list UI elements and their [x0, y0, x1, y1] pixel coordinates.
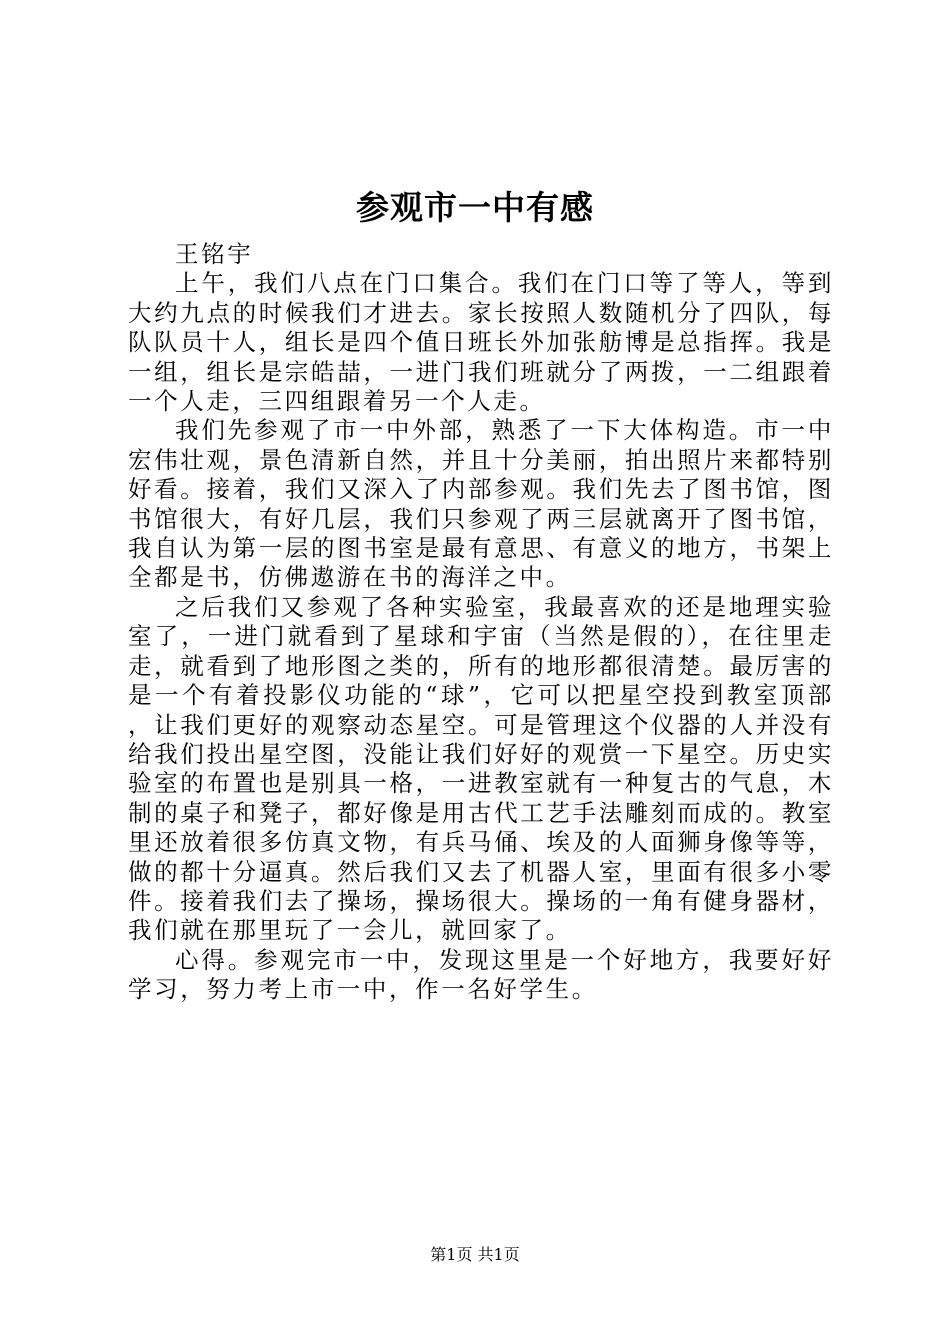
paragraph-2: 我们先参观了市一中外部，熟悉了一下大体构造。市一中宏伟壮观，景色清新自然，并且十分美丽，拍出照片来都特别好看。接着，我们又深入了内部参观。我们先去了图书馆，图书馆很大，有好几层，我们只参观了两三层就离开了图书馆，我自认为第一层的图书室是最有意思、有意义的地方，书架上全都是书，仿佛遨游在书的海洋之中。: [128, 416, 834, 592]
paragraph-1: 上午，我们八点在门口集合。我们在门口等了等人，等到大约九点的时候我们才进去。家长按照人数随机分了四队，每队队员十人，组长是四个值日班长外加张舫博是总指挥。我是一组，组长是宗皓喆，一进门我们班就分了两拨，一二组跟着一个人走，三四组跟着另一个人走。: [128, 269, 834, 416]
paragraph-3: 之后我们又参观了各种实验室，我最喜欢的还是地理实验室了，一进门就看到了星球和宇宙（当然是假的），在往里走走，就看到了地形图之类的，所有的地形都很清楚。最厉害的是一个有着投影仪功能的“球”，它可以把星空投到教室顶部，让我们更好的观察动态星空。可是管理这个仪器的人并没有给我们投出星空图，没能让我们好好的观赏一下星空。历史实验室的布置也是别具一格，一进教室就有一种复古的气息，木制的桌子和凳子，都好像是用古代工艺手法雕刻而成的。教室里还放着很多仿真文物，有兵马俑、埃及的人面狮身像等等，做的都十分逼真。然后我们又去了机器人室，里面有很多小零件。接着我们去了操场，操场很大。操场的一角有健身器材，我们就在那里玩了一会儿，就回家了。: [128, 592, 834, 945]
document-title: 参观市一中有感: [356, 188, 594, 227]
document-body: [128, 240, 834, 1005]
page-footer: 第1页 共1页: [430, 1245, 520, 1264]
author-line: 王铭宇: [175, 240, 254, 268]
paragraph-4: 心得。参观完市一中，发现这里是一个好地方，我要好好学习，努力考上市一中，作一名好学生。: [128, 945, 834, 1004]
